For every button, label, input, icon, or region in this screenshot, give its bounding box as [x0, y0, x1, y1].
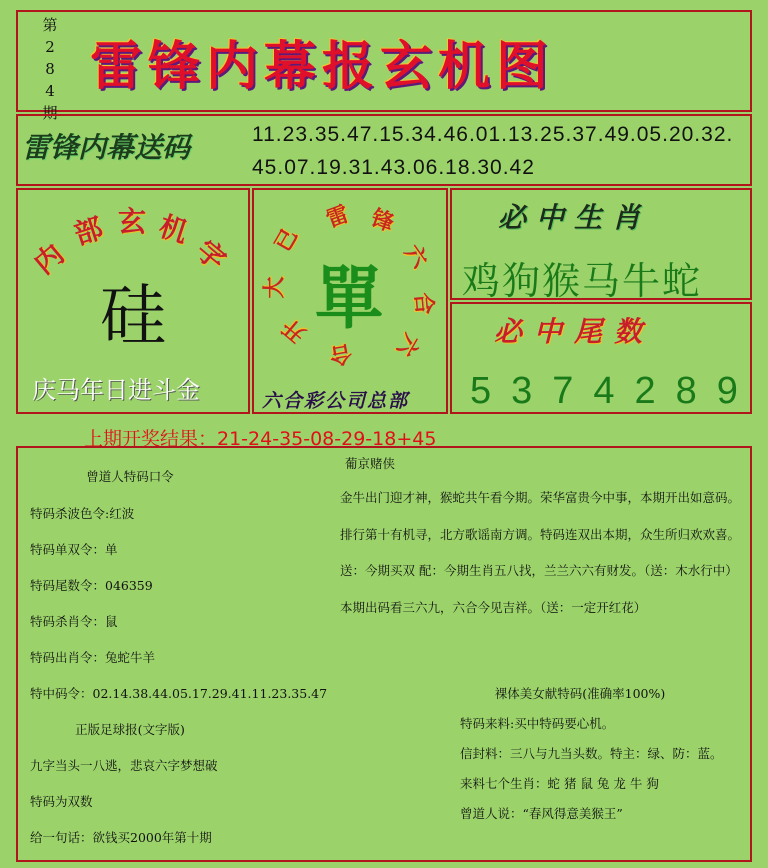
left-line: 特码杀肖令：鼠	[30, 614, 118, 629]
right-section2-line: 信封料：三八与九当头数。特主：绿、防：蓝。	[460, 746, 723, 761]
tail-digits: 5374289	[470, 370, 758, 412]
arc-char: 内	[27, 237, 71, 281]
period-char: 第	[42, 16, 58, 34]
right-section2-line: 特码来料:买中特码要心机。	[460, 716, 615, 731]
period-label	[38, 14, 62, 124]
right-line: 本期出码看三六九，六合今见吉祥。（送：一定开红花）	[340, 600, 647, 615]
period-char: 期	[42, 104, 58, 122]
right-section2-line: 曾道人说：“春风得意美猴王”	[460, 806, 623, 821]
page-title: 雷锋内幕报玄机图	[90, 36, 555, 97]
ring-char: 已	[269, 224, 304, 257]
left-line: 特码尾数令：046359	[30, 578, 153, 593]
left-section2-line: 给一句话：欲钱买2000年第十期	[30, 830, 212, 845]
zodiac-list: 鸡狗猴马牛蛇	[462, 259, 703, 303]
right-column-title: 葡京赌侠	[344, 456, 395, 471]
numbers-line-2: 45.07.19.31.43.06.18.30.42	[252, 156, 535, 179]
slogan: 庆马年日进斗金	[32, 376, 200, 404]
left-section2-line: 九字当头一八逃，悲哀六字梦想破	[30, 758, 218, 773]
tail-heading: 必中尾数	[494, 315, 655, 348]
ring-char: 六	[390, 328, 425, 361]
arc-char: 玄	[118, 205, 147, 238]
ring-char: 锋	[367, 204, 398, 237]
left-section2-line: 特码为双数	[30, 794, 93, 809]
right-line: 排行第十有机寻，北方歌谣南方调。特码连双出本期，众生所归欢欢喜。	[340, 527, 741, 542]
arc-char: 部	[70, 211, 107, 252]
left-line: 特码单双令：单	[30, 542, 118, 557]
period-char: 4	[45, 82, 55, 100]
company-label: 六合彩公司总部	[262, 390, 410, 412]
ring-char: 六	[398, 239, 433, 273]
right-line: 金牛出门迎才神，猴蛇共午看今期。荣华富贵今中事，本期开出如意码。	[340, 490, 741, 505]
left-line: 特码杀波色令:红波	[30, 506, 135, 521]
arc-char: 机	[155, 209, 192, 250]
period-char: 2	[45, 38, 55, 56]
period-char: 8	[45, 60, 55, 78]
arc-char: 字	[189, 233, 233, 277]
ring-char: 合	[327, 339, 354, 369]
hint-character: 硅	[100, 277, 166, 354]
numbers-list	[252, 118, 752, 184]
numbers-line-1: 11.23.35.47.15.34.46.01.13.25.37.49.05.20.32.	[252, 123, 734, 146]
left-section2-title: 正版足球报(文字版)	[75, 722, 185, 737]
right-section2-line: 来料七个生肖：蛇 猪 鼠 兔 龙 牛 狗	[460, 776, 659, 791]
ring-char: 合	[409, 291, 438, 316]
ring-char: 大	[261, 276, 288, 299]
left-line: 特码出肖令：兔蛇牛羊	[30, 650, 156, 665]
right-line: 送：今期买双 配：今期生肖五八找，兰兰六六有财发。（送：木水行中）	[340, 563, 738, 578]
numbers-label: 雷锋内幕送码	[22, 131, 191, 164]
last-result: 上期开奖结果：21-24-35-08-29-18+45	[84, 428, 437, 450]
ring-char: 开	[277, 313, 311, 348]
left-line: 特中码令：02.14.38.44.05.17.29.41.11.23.35.47	[30, 686, 328, 701]
ring-char: 雷	[322, 200, 353, 233]
single-double-char: 單	[315, 259, 384, 339]
zodiac-heading: 必中生肖	[498, 201, 651, 234]
right-section2-title: 裸体美女献特码(准确率100%)	[494, 686, 666, 701]
left-column-title: 曾道人特码口令	[86, 469, 174, 484]
